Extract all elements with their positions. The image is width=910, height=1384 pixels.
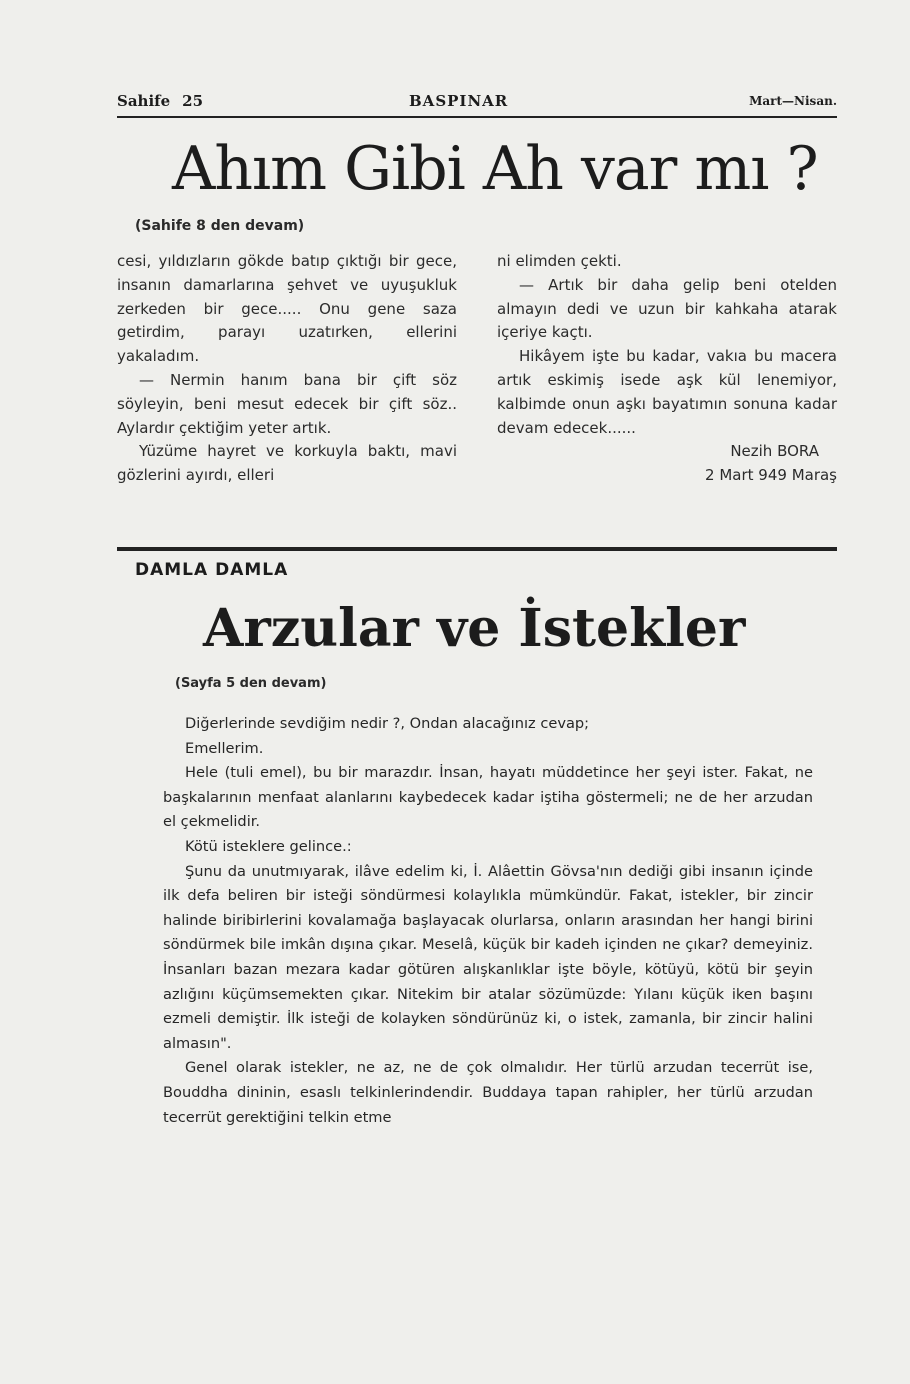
article-body xyxy=(163,712,813,1130)
paragraph: Şunu da unutmıyarak, ilâve edelim ki, İ. Alâettin Gövsa'nın dediği gibi insanın içinde ilk defa beliren bir isteği söndürmesi kolaylıkla mümkündür. Fakat, istekler, bir zincir halinde biribirlerini kovalamağa başlayacak olurlarsa, onların arasından her hangi birini söndürmek bile imkân dışına çıkar. Meselâ, küçük bir kadeh içinden ne çıkar? demeyiniz. İnsanları bazan mezara kadar götüren alışkanlıklar işte böyle, kötüyü, kötü bir şeyin azlığını küçümsemekten çıkar. Nitekim bir atalar sözümüzde: Yılanı küçük iken başını ezmeli demiştir. İlk isteği de kolayken söndürünüz ki, o istek, zamanla, bir zincir halini almasın". xyxy=(163,862,813,1052)
page-number: 25 xyxy=(182,92,204,110)
article-column-right xyxy=(497,250,837,488)
paragraph: — Nermin hanım bana bir çift söz söyleyin, beni mesut edecek bir çift söz.. Aylardır çektiğim yeter artık. xyxy=(117,370,457,437)
paragraph: Kötü isteklere gelince.: xyxy=(185,837,352,855)
paragraph: Hikâyem işte bu kadar, vakıa bu macera artık eskimiş isede aşk kül lenemiyor, kalbimde onun aşkı bayatımın sonuna kadar devam edecek...... xyxy=(497,347,837,437)
paragraph: — Artık bir daha gelip beni otelden almayın dedi ve uzun bir kahkaha atarak içeriye kaçtı. xyxy=(497,275,837,342)
page-label: Sahife 25 xyxy=(117,92,204,110)
paragraph: Hele (tuli emel), bu bir marazdır. İnsan, hayatı müddetince her şeyi ister. Fakat, ne başkalarının menfaat alanlarını kaybedecek kadar iştiha göstermeli; ne de her arzudan el çekmelidir. xyxy=(163,764,813,831)
date-place: 2 Mart 949 Maraş xyxy=(705,466,837,485)
paragraph: Diğerlerinde sevdiğim nedir ?, Ondan alacağınız cevap; xyxy=(185,715,590,732)
running-header xyxy=(117,92,837,114)
section-divider xyxy=(117,547,837,551)
paragraph: Emellerim. xyxy=(185,739,264,757)
continued-note: (Sayfa 5 den devam) xyxy=(175,676,327,691)
magazine-name: BASPINAR xyxy=(409,92,509,110)
article-title: Ahım Gibi Ah var mı ? xyxy=(172,134,818,204)
paragraph: cesi, yıldızların gökde batıp çıktığı bir gece, insanın damarlarına şehvet ve uyuşukluk zerkeden bir gece..... Onu gene saza getirdim, parayı uzatırken, ellerini yakaladım. xyxy=(117,252,457,366)
paragraph: ni elimden çekti. xyxy=(497,252,622,270)
header-rule xyxy=(117,116,837,118)
issue-date: Mart—Nisan. xyxy=(749,94,837,108)
author-name: Nezih BORA xyxy=(730,442,819,461)
section-label: DAMLA DAMLA xyxy=(135,560,289,580)
article-title: Arzular ve İstekler xyxy=(203,598,746,659)
article-column-left xyxy=(117,250,457,488)
continued-note: (Sahife 8 den devam) xyxy=(135,218,305,234)
paragraph: Yüzüme hayret ve korkuyla baktı, mavi gözlerini ayırdı, elleri xyxy=(117,442,457,485)
paragraph: Genel olarak istekler, ne az, ne de çok olmalıdır. Her türlü arzudan tecerrüt ise, Bouddha dininin, esaslı telkinlerindendir. Buddaya tapan rahipler, her türlü arzudan tecerrüt gerektiğini telkin etme xyxy=(163,1059,813,1126)
